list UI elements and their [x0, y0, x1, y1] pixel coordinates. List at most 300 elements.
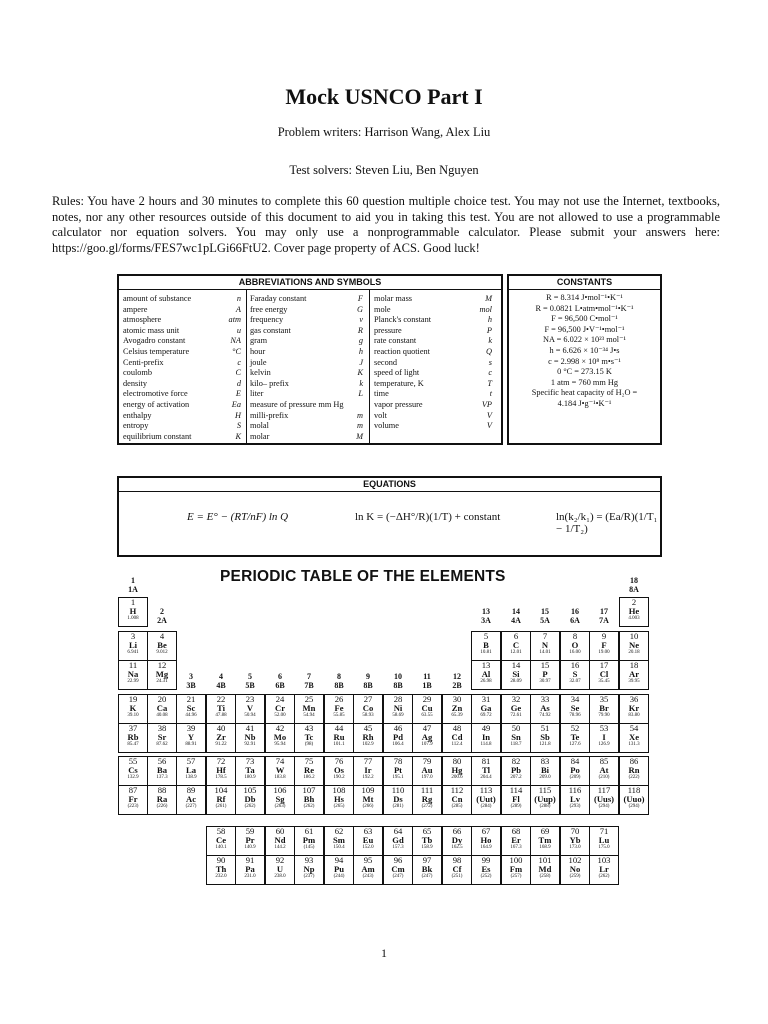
element-cell — [206, 723, 236, 753]
element-symbol: Na — [127, 669, 139, 679]
atomic-mass: 1.008 — [127, 616, 139, 621]
atomic-mass: (261) — [215, 804, 227, 809]
atomic-mass: 91.22 — [215, 742, 227, 747]
atomic-number: 94 — [334, 855, 344, 865]
atomic-number: 1 — [130, 597, 136, 607]
atomic-number: 49 — [481, 723, 491, 733]
atomic-mass: 231.0 — [244, 874, 256, 879]
atomic-mass: (284) — [480, 804, 492, 809]
abbreviation-symbol: n — [236, 294, 241, 303]
atomic-number: 74 — [275, 756, 285, 766]
abbreviation-term: liter — [250, 389, 264, 399]
atomic-number: 31 — [481, 694, 491, 704]
atomic-mass: (251) — [451, 874, 463, 879]
atomic-number: 36 — [629, 694, 639, 704]
element-cell — [560, 855, 590, 885]
element-cell — [501, 723, 531, 753]
element-symbol: Ca — [156, 703, 168, 713]
atomic-number: 27 — [363, 694, 373, 704]
atomic-mass: 95.94 — [274, 742, 286, 747]
atomic-mass: 232.0 — [215, 874, 227, 879]
group-name: 3A — [481, 616, 491, 625]
element-cell — [412, 723, 442, 753]
atomic-mass: 167.3 — [510, 845, 522, 850]
atomic-number: 5 — [483, 631, 489, 641]
group-name: 5B — [245, 681, 255, 690]
atomic-mass: 78.96 — [569, 713, 581, 718]
abbreviation-term: frequency — [250, 315, 284, 325]
atomic-number: 118 — [627, 785, 641, 795]
atomic-number: 48 — [452, 723, 462, 733]
group-label — [619, 576, 649, 594]
abbreviation-symbol: h — [358, 346, 363, 356]
atomic-mass: (145) — [303, 845, 315, 850]
constant-item: F = 96,500 J•V⁻¹•mol⁻¹ — [544, 324, 625, 334]
abbreviation-term: joule — [250, 357, 267, 367]
atomic-number: 7 — [542, 631, 548, 641]
atomic-mass: 74.92 — [539, 713, 551, 718]
element-symbol: Li — [128, 640, 138, 650]
element-cell — [442, 694, 472, 724]
atomic-number: 13 — [481, 660, 491, 670]
atomic-mass: 190.2 — [333, 775, 345, 780]
element-symbol: Pd — [392, 732, 404, 742]
abbreviation-symbol: G — [357, 304, 363, 314]
element-symbol: Ni — [393, 703, 403, 713]
abbreviation-symbol: V — [486, 421, 492, 431]
element-cell — [530, 723, 560, 753]
group-label — [442, 672, 472, 690]
abbreviation-symbol: d — [236, 378, 241, 388]
atomic-mass: 14.01 — [539, 650, 551, 655]
atomic-mass: (289) — [510, 804, 522, 809]
element-cell — [353, 694, 383, 724]
group-label — [589, 607, 619, 625]
element-symbol: Re — [303, 765, 315, 775]
atomic-number: 29 — [422, 694, 432, 704]
abbreviation-term: atomic mass unit — [123, 325, 180, 335]
element-symbol: Cr — [274, 703, 286, 713]
element-symbol: Hf — [216, 765, 226, 775]
abbreviation-term: equilibrium constant — [123, 431, 192, 441]
atomic-mass: (258) — [539, 874, 551, 879]
element-cell — [442, 756, 472, 786]
atomic-mass: 54.94 — [303, 713, 315, 718]
element-symbol: Ta — [245, 765, 255, 775]
element-cell — [147, 694, 177, 724]
group-label — [501, 607, 531, 625]
atomic-mass: 69.72 — [480, 713, 492, 718]
abbreviation-term: entropy — [123, 421, 149, 431]
atomic-number: 68 — [511, 826, 521, 836]
element-cell — [619, 660, 649, 690]
atomic-number: 64 — [393, 826, 403, 836]
element-symbol: Pt — [393, 765, 403, 775]
atomic-number: 82 — [511, 756, 521, 766]
element-cell — [412, 694, 442, 724]
equations-title: EQUATIONS — [119, 478, 660, 492]
element-symbol: C — [512, 640, 520, 650]
atomic-mass: 58.93 — [362, 713, 374, 718]
atomic-mass: 178.5 — [215, 775, 227, 780]
group-label — [560, 607, 590, 625]
atomic-number: 11 — [128, 660, 138, 670]
atomic-mass: (222) — [628, 775, 640, 780]
constant-item: F = 96,500 C•mol⁻¹ — [551, 314, 618, 324]
element-symbol: Md — [538, 864, 552, 874]
element-cell — [265, 723, 295, 753]
element-symbol: (Uuo) — [623, 794, 645, 804]
element-cell — [147, 723, 177, 753]
abbreviation-term: free energy — [250, 304, 288, 314]
group-number: 3 — [189, 672, 193, 681]
element-cell — [206, 826, 236, 856]
rules-paragraph: Rules: You have 2 hours and 30 minutes to complete this 60 question multiple choice test. You may not use the Internet, textbooks, notes, nor any other resources outside of this document to aid you in taking this test. You are not allowed to use a programmable calculator nor equation solvers. You may only use a nonprogrammable calculator. Please submit your answers here: https://goo.gl/forms/FES7wc1pLGi66FtU2. Cover page property of ACS. Good luck! — [52, 194, 720, 255]
group-number: 1 — [131, 576, 135, 585]
atomic-mass: 118.7 — [510, 742, 522, 747]
element-cell — [265, 694, 295, 724]
atomic-mass: (272) — [421, 804, 433, 809]
atomic-number: 63 — [363, 826, 373, 836]
element-symbol: H — [129, 606, 137, 616]
atomic-mass: (252) — [480, 874, 492, 879]
element-symbol: Cs — [128, 765, 138, 775]
constant-item: h = 6.626 × 10⁻³⁴ J•s — [549, 345, 620, 355]
atomic-mass: 192.2 — [362, 775, 374, 780]
element-cell — [118, 597, 148, 627]
atomic-number: 47 — [422, 723, 432, 733]
element-cell — [412, 826, 442, 856]
atomic-number: 72 — [216, 756, 226, 766]
atomic-mass: 140.9 — [244, 845, 256, 850]
element-symbol: Mo — [273, 732, 287, 742]
element-cell — [294, 785, 324, 815]
atomic-number: 95 — [363, 855, 373, 865]
element-cell — [265, 756, 295, 786]
element-cell — [353, 723, 383, 753]
element-symbol: (Uus) — [593, 794, 615, 804]
atomic-number: 35 — [599, 694, 609, 704]
atomic-mass: 186.2 — [303, 775, 315, 780]
group-label — [412, 672, 442, 690]
atomic-number: 33 — [540, 694, 550, 704]
element-cell — [206, 756, 236, 786]
element-cell — [324, 785, 354, 815]
element-symbol: He — [628, 606, 640, 616]
constant-item: 1 atm = 760 mm Hg — [550, 377, 619, 387]
element-cell — [589, 855, 619, 885]
element-symbol: Hs — [333, 794, 345, 804]
group-number: 2 — [160, 607, 164, 616]
atomic-number: 59 — [245, 826, 255, 836]
group-label — [530, 607, 560, 625]
abbreviation-symbol: M — [485, 294, 492, 303]
element-cell — [442, 826, 472, 856]
element-symbol: U — [276, 864, 284, 874]
group-label — [118, 576, 148, 594]
atomic-mass: 22.99 — [127, 679, 139, 684]
atomic-mass: (209) — [569, 775, 581, 780]
element-cell — [589, 660, 619, 690]
vant-hoff-equation: ln K = (−ΔH°/R)(1/T) + constant — [355, 511, 501, 523]
element-symbol: Ba — [156, 765, 168, 775]
atomic-number: 84 — [570, 756, 580, 766]
group-name: 5A — [540, 616, 550, 625]
constant-item: R = 0.0821 L•atm•mol⁻¹•K⁻¹ — [535, 303, 634, 313]
atomic-number: 106 — [273, 785, 287, 795]
element-cell — [235, 855, 265, 885]
atomic-number: 101 — [538, 855, 552, 865]
group-name: 4A — [511, 616, 521, 625]
atomic-mass: 152.0 — [362, 845, 374, 850]
abbreviation-symbol: mol — [479, 304, 492, 314]
element-cell — [471, 855, 501, 885]
element-cell — [530, 694, 560, 724]
atomic-mass: (285) — [451, 804, 463, 809]
group-number: 9 — [366, 672, 370, 681]
element-symbol: B — [483, 640, 489, 650]
atomic-number: 92 — [275, 855, 285, 865]
abbreviation-symbol: C — [235, 368, 241, 378]
element-symbol: Rf — [216, 794, 226, 804]
element-symbol: Nb — [244, 732, 256, 742]
element-cell — [118, 723, 148, 753]
abbreviation-term: rate constant — [374, 336, 417, 346]
abbreviation-symbol: VP — [481, 399, 492, 409]
element-symbol: No — [569, 864, 581, 874]
abbreviation-term: vapor pressure — [374, 399, 423, 409]
group-name: 8A — [629, 585, 639, 594]
element-cell — [353, 855, 383, 885]
atomic-number: 40 — [216, 723, 226, 733]
abbreviation-symbol: F — [357, 294, 363, 303]
element-cell — [294, 826, 324, 856]
group-number: 18 — [630, 576, 638, 585]
element-symbol: V — [246, 703, 254, 713]
element-symbol: Ti — [217, 703, 225, 713]
element-symbol: (Uut) — [476, 794, 496, 804]
atomic-mass: 65.39 — [451, 713, 463, 718]
atomic-number: 107 — [302, 785, 316, 795]
element-symbol: In — [481, 732, 491, 742]
atomic-number: 70 — [570, 826, 580, 836]
atomic-number: 32 — [511, 694, 521, 704]
group-name: 4B — [216, 681, 226, 690]
element-symbol: Nd — [274, 835, 286, 845]
element-cell — [206, 694, 236, 724]
atomic-mass: (294) — [598, 804, 610, 809]
atomic-mass: 28.09 — [510, 679, 522, 684]
abbreviation-term: volume — [374, 421, 399, 431]
atomic-number: 88 — [157, 785, 167, 795]
group-number: 13 — [482, 607, 490, 616]
atomic-number: 86 — [629, 756, 639, 766]
element-cell — [206, 785, 236, 815]
abbreviation-symbol: s — [488, 357, 492, 367]
element-symbol: Po — [570, 765, 580, 775]
element-cell — [412, 756, 442, 786]
abbreviation-term: Centi-prefix — [123, 357, 164, 367]
element-cell — [589, 826, 619, 856]
atomic-number: 93 — [304, 855, 314, 865]
element-symbol: Zr — [216, 732, 226, 742]
element-cell — [412, 785, 442, 815]
abbreviation-term: enthalpy — [123, 410, 152, 420]
atomic-number: 34 — [570, 694, 580, 704]
atomic-mass: 168.9 — [539, 845, 551, 850]
atomic-mass: 157.3 — [392, 845, 404, 850]
element-symbol: Cl — [599, 669, 609, 679]
abbreviation-symbol: V — [486, 410, 492, 420]
element-cell — [176, 785, 206, 815]
element-cell — [383, 785, 413, 815]
element-cell — [589, 723, 619, 753]
element-cell — [118, 660, 148, 690]
atomic-mass: (262) — [303, 804, 315, 809]
element-cell — [265, 826, 295, 856]
atomic-mass: 6.941 — [127, 650, 139, 655]
atomic-mass: (266) — [362, 804, 374, 809]
element-symbol: Ga — [480, 703, 492, 713]
element-symbol: Yb — [569, 835, 581, 845]
atomic-mass: 126.9 — [598, 742, 610, 747]
element-cell — [147, 631, 177, 661]
atomic-number: 53 — [599, 723, 609, 733]
atomic-mass: (226) — [156, 804, 168, 809]
atomic-mass: 35.45 — [598, 679, 610, 684]
element-cell — [383, 694, 413, 724]
atomic-number: 75 — [304, 756, 314, 766]
constant-item: c = 2.998 × 10⁸ m•s⁻¹ — [548, 356, 621, 366]
abbreviation-symbol: m — [357, 410, 363, 420]
element-symbol: Am — [361, 864, 375, 874]
abbreviation-symbol: g — [358, 336, 363, 346]
abbreviation-symbol: °C — [232, 346, 241, 356]
abbreviation-symbol: u — [236, 325, 241, 335]
element-symbol: Sm — [333, 835, 345, 845]
atomic-mass: 140.1 — [215, 845, 227, 850]
atomic-number: 57 — [186, 756, 196, 766]
atomic-mass: 207.2 — [510, 775, 522, 780]
abbreviations-title: ABBREVIATIONS AND SYMBOLS — [119, 276, 501, 290]
element-symbol: Fl — [512, 794, 520, 804]
element-cell — [560, 826, 590, 856]
element-cell — [353, 826, 383, 856]
atomic-number: 15 — [540, 660, 550, 670]
element-symbol: F — [601, 640, 607, 650]
element-symbol: Ce — [215, 835, 227, 845]
element-symbol: Ag — [421, 732, 433, 742]
element-cell — [589, 631, 619, 661]
element-cell — [619, 723, 649, 753]
atomic-number: 56 — [157, 756, 167, 766]
abbreviation-symbol: c — [237, 357, 241, 367]
element-symbol: As — [540, 703, 550, 713]
element-cell — [235, 756, 265, 786]
atomic-mass: 85.47 — [127, 742, 139, 747]
abbreviation-symbol: Q — [486, 346, 492, 356]
element-cell — [294, 855, 324, 885]
atomic-number: 98 — [452, 855, 462, 865]
abbreviation-term: reaction quotient — [374, 346, 430, 356]
atomic-number: 50 — [511, 723, 521, 733]
element-cell — [147, 785, 177, 815]
atomic-number: 109 — [361, 785, 375, 795]
element-symbol: Ds — [393, 794, 403, 804]
atomic-number: 45 — [363, 723, 373, 733]
group-label — [471, 607, 501, 625]
atomic-mass: 83.80 — [628, 713, 640, 718]
abbreviation-symbol: A — [235, 304, 241, 314]
abbreviation-term: molar mass — [374, 294, 413, 303]
element-cell — [501, 631, 531, 661]
atomic-mass: 180.9 — [244, 775, 256, 780]
abbreviation-symbol: h — [487, 315, 492, 325]
abbreviation-symbol: k — [359, 378, 363, 388]
atomic-number: 30 — [452, 694, 462, 704]
abbreviation-symbol: K — [235, 431, 241, 441]
abbreviation-term: time — [374, 389, 389, 399]
element-symbol: At — [599, 765, 609, 775]
element-symbol: Th — [215, 864, 227, 874]
element-symbol: Fr — [128, 794, 138, 804]
atomic-number: 102 — [568, 855, 582, 865]
element-cell — [560, 694, 590, 724]
element-symbol: K — [129, 703, 137, 713]
element-cell — [118, 756, 148, 786]
group-number: 10 — [394, 672, 402, 681]
abbreviation-symbol: ν — [359, 315, 363, 325]
element-cell — [235, 785, 265, 815]
atomic-number: 61 — [304, 826, 314, 836]
element-symbol: Pr — [245, 835, 255, 845]
element-cell — [560, 631, 590, 661]
element-symbol: Pb — [510, 765, 522, 775]
atomic-mass: 175.0 — [598, 845, 610, 850]
atomic-mass: 39.95 — [628, 679, 640, 684]
group-number: 4 — [219, 672, 223, 681]
atomic-number: 71 — [599, 826, 609, 836]
atomic-number: 87 — [128, 785, 138, 795]
group-name: 8B — [334, 681, 344, 690]
element-cell — [619, 785, 649, 815]
element-cell — [324, 756, 354, 786]
atomic-mass: 138.9 — [185, 775, 197, 780]
group-label — [324, 672, 354, 690]
element-symbol: Mn — [302, 703, 316, 713]
element-symbol: Hg — [451, 765, 463, 775]
element-cell — [501, 660, 531, 690]
atomic-mass: 195.1 — [392, 775, 404, 780]
element-symbol: Ho — [480, 835, 492, 845]
abbreviation-term: volt — [374, 410, 387, 420]
element-cell — [235, 826, 265, 856]
element-symbol: Sn — [511, 732, 521, 742]
atomic-mass: 183.8 — [274, 775, 286, 780]
element-symbol: Sb — [540, 732, 550, 742]
constant-item: NA = 6.022 × 10²³ mol⁻¹ — [543, 335, 626, 345]
atomic-number: 90 — [216, 855, 226, 865]
group-label — [206, 672, 236, 690]
constant-item: Specific heat capacity of H₂O = — [531, 388, 638, 398]
abbreviation-term: kilo– prefix — [250, 378, 289, 388]
group-name: 2A — [157, 616, 167, 625]
element-symbol: P — [542, 669, 548, 679]
abbreviation-term: gram — [250, 336, 268, 346]
atomic-mass: 92.91 — [244, 742, 256, 747]
element-symbol: Er — [511, 835, 521, 845]
abbreviation-term: Celsius temperature — [123, 346, 190, 356]
